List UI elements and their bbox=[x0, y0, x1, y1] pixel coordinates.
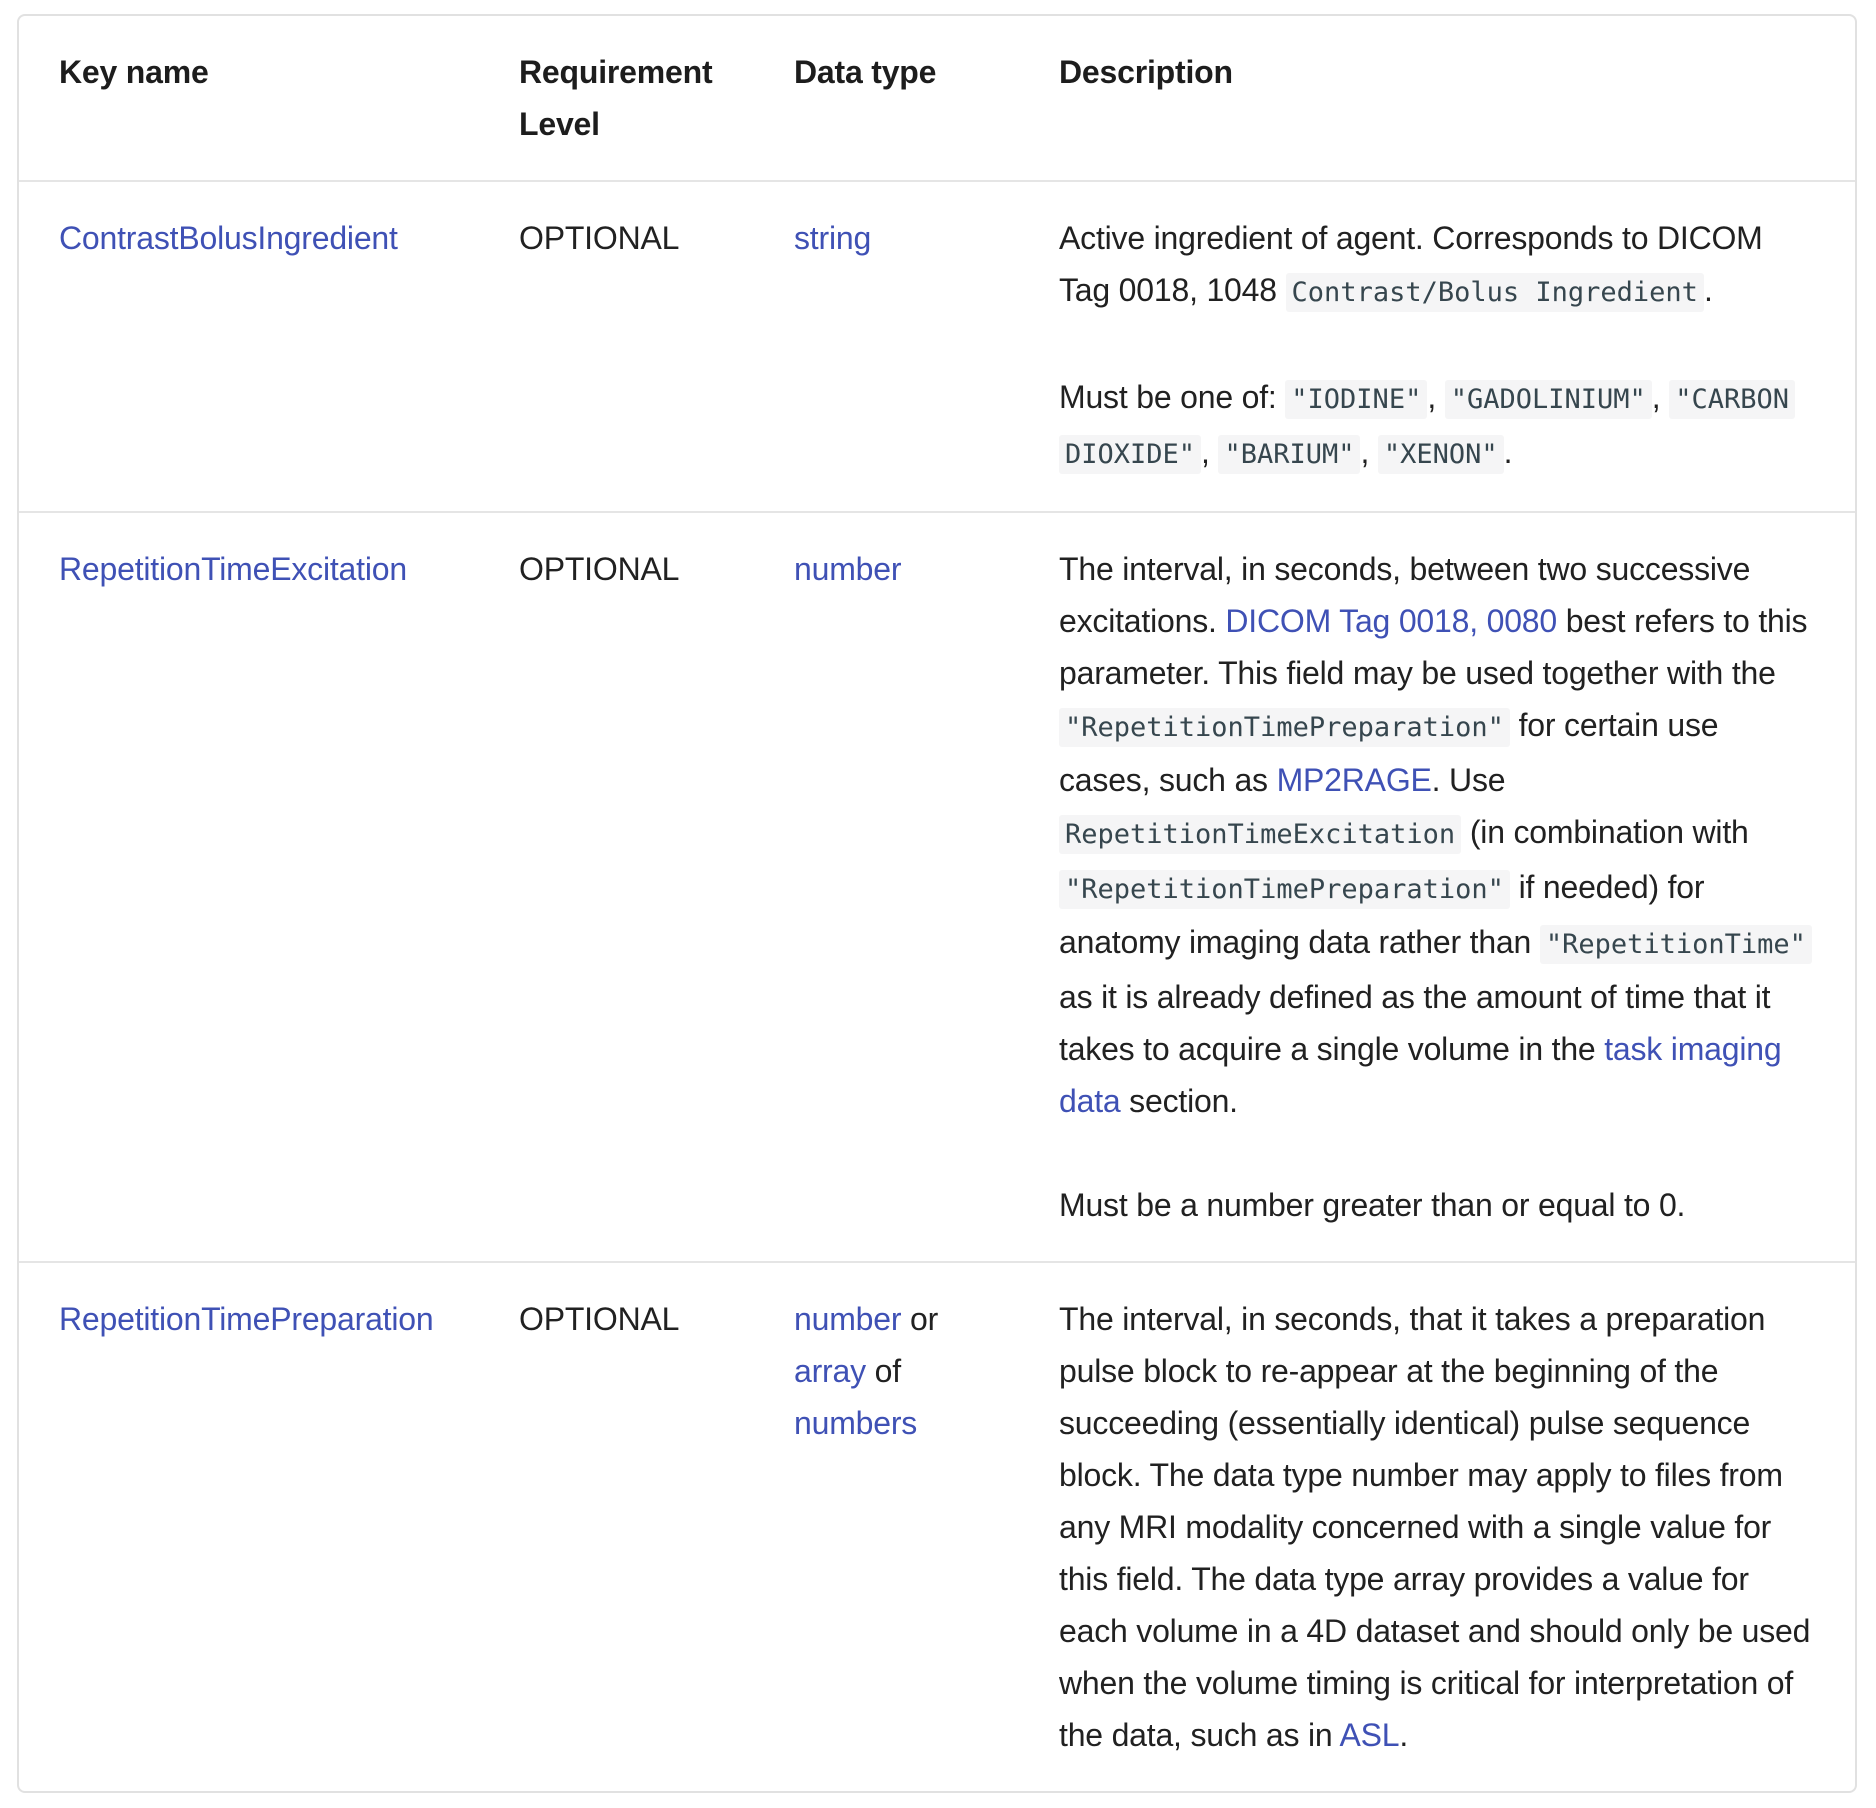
column-header-key-name: Key name bbox=[59, 54, 209, 90]
code-span: "BARIUM" bbox=[1218, 435, 1360, 474]
table-row-repetition-time-preparation bbox=[19, 1261, 1855, 1791]
inline-link[interactable]: number bbox=[794, 1301, 902, 1337]
code-span: "CARBON DIOXIDE" bbox=[1059, 380, 1795, 474]
code-span: RepetitionTimeExcitation bbox=[1059, 815, 1461, 854]
inline-link[interactable]: DICOM Tag 0018, 0080 bbox=[1225, 603, 1557, 639]
requirement-level-cell: OPTIONAL bbox=[479, 511, 754, 1261]
inline-link[interactable]: MP2RAGE bbox=[1276, 762, 1432, 798]
header-row bbox=[19, 16, 1855, 180]
inline-link[interactable]: array bbox=[794, 1353, 866, 1389]
key-name-link[interactable]: RepetitionTimeExcitation bbox=[59, 551, 407, 587]
metadata-fields-table bbox=[17, 14, 1857, 1793]
description-cell bbox=[1019, 180, 1855, 511]
column-header-description: Description bbox=[1059, 54, 1233, 90]
table-row-repetition-time-excitation bbox=[19, 511, 1855, 1261]
inline-link[interactable]: numbers bbox=[794, 1405, 918, 1441]
code-span: "IODINE" bbox=[1285, 380, 1427, 419]
inline-link[interactable]: string bbox=[794, 220, 872, 256]
requirement-level-cell: OPTIONAL bbox=[479, 180, 754, 511]
column-header-requirement-level: Requirement Level bbox=[519, 54, 713, 142]
data-type-cell bbox=[754, 180, 1019, 511]
table-header bbox=[19, 16, 1855, 180]
key-name-link[interactable]: ContrastBolusIngredient bbox=[59, 220, 398, 256]
key-name-link[interactable]: RepetitionTimePreparation bbox=[59, 1301, 434, 1337]
code-span: Contrast/Bolus Ingredient bbox=[1286, 273, 1704, 312]
data-type-cell bbox=[754, 511, 1019, 1261]
description-cell bbox=[1019, 1261, 1855, 1791]
paragraph: number or array of numbers bbox=[794, 1301, 939, 1441]
code-span: "RepetitionTimePreparation" bbox=[1059, 870, 1510, 909]
table-row-contrast-bolus-ingredient bbox=[19, 180, 1855, 511]
inline-link[interactable]: task imaging data bbox=[1059, 1031, 1782, 1119]
key-name-cell bbox=[19, 1261, 479, 1791]
inline-link[interactable]: number bbox=[794, 551, 902, 587]
paragraph bbox=[794, 543, 979, 595]
paragraph bbox=[794, 212, 979, 264]
code-span: "GADOLINIUM" bbox=[1445, 380, 1652, 419]
inline-link[interactable]: ASL bbox=[1339, 1717, 1400, 1753]
code-span: "XENON" bbox=[1378, 435, 1504, 474]
paragraph: The interval, in seconds, that it takes a preparation pulse block to re-appear at the beginning of the succeeding (essentially identical) pulse sequence block. The data type number may apply to files from any MRI modality concerned with a single value for this field. The data type array provides a value for each volume in a 4D dataset and should only be used when the volume timing is critical for interpretation of the data, such as in ASL. bbox=[1059, 1301, 1811, 1753]
requirement-level-cell: OPTIONAL bbox=[479, 1261, 754, 1791]
key-name-cell bbox=[19, 180, 479, 511]
code-span: "RepetitionTime" bbox=[1540, 925, 1812, 964]
column-header-data-type: Data type bbox=[794, 54, 937, 90]
paragraph: Active ingredient of agent. Corresponds to DICOM Tag 0018, 1048 Contrast/Bolus Ingredient . bbox=[1059, 212, 1815, 319]
paragraph: The interval, in seconds, between two successive excitations. DICOM Tag 0018, 0080 best refers to this parameter. This field may be used together with the "RepetitionTimePreparation" for certain use cases, such as MP2RAGE. Use RepetitionTimeExcitation (in combination with "RepetitionTimePreparation" if needed) for anatomy imaging data rather than "RepetitionTime" as it is already defined as the amount of time that it takes to acquire a single volume in the task imaging data section. bbox=[1059, 543, 1815, 1127]
description-cell bbox=[1019, 511, 1855, 1261]
code-span: "RepetitionTimePreparation" bbox=[1059, 708, 1510, 747]
key-name-cell bbox=[19, 511, 479, 1261]
data-type-cell bbox=[754, 1261, 1019, 1791]
paragraph: Must be a number greater than or equal to 0. bbox=[1059, 1187, 1686, 1223]
paragraph: Must be one of: "IODINE" , "GADOLINIUM" , "CARBON DIOXIDE" , "BARIUM" , "XENON" . bbox=[1059, 371, 1815, 481]
